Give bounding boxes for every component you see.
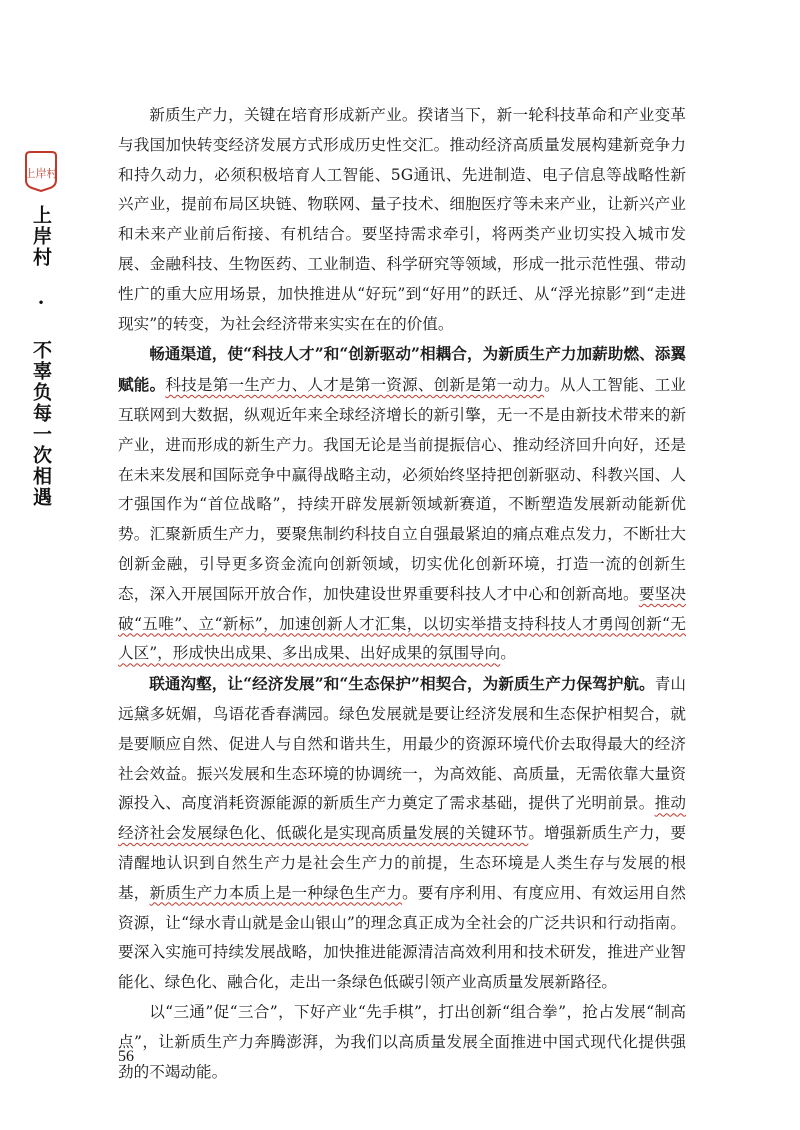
underlined-text: 新质生产力本质上是一种绿色生产力 bbox=[149, 883, 403, 902]
paragraph-3-heading: 联通沟壑，让“经济发展”和“生态保护”相契合，为新质生产力保驾护航。 bbox=[149, 674, 655, 694]
logo-text: 上岸村 bbox=[24, 167, 58, 180]
side-title: 上岸村 · 不辜负每一次相遇 bbox=[30, 205, 52, 508]
underlined-text: 科技是第一生产力、人才是第一资源、创新是第一动力 bbox=[165, 376, 545, 395]
underlined-text: 要坚决破“五唯”、立“新标”，加速创新人才汇集，以切实举措支持科技人才勇闯创新“无人区”，形成快出成果、多出成果、出好成果的氛围导向 bbox=[118, 584, 686, 663]
paragraph-4: 以“三通”促“三合”，下好产业“先手棋”，打出创新“组合拳”，抢占发展“制高点”，让新质生产力奔腾澎湃，为我们以高质量发展全面推进中国式现代化提供强劲的不竭动能。 bbox=[118, 1002, 686, 1081]
page-number: 56 bbox=[118, 1048, 134, 1065]
paragraph-2: 畅通渠道，使“科技人才”和“创新驱动”相耦合，为新质生产力加薪助燃、添翼赋能。科技是第一生产力、人才是第一资源、创新是第一动力。从人工智能、工业互联网到大数据，纵观近年来全球经济增长的新引擎，无一不是由新技术带来的新产业，进而形成的新生产力。我国无论是当前提振信心、推动经济回升向好，还是在未来发展和国际竞争中赢得战略主动，必须始终坚持把创新驱动、科教兴国、人才强国作为“首位战略”，持续开辟发展新领域新赛道，不断塑造发展新动能新优势。汇聚新质生产力，要聚焦制约科技自立自强最紧迫的痛点难点发力，不断壮大创新金融，引导更多资金流向创新领域，切实优化创新环境，打造一流的创新生态，深入开展国际开放合作，加快建设世界重要科技人才中心和创新高地。要坚决破“五唯”、立“新标”，加速创新人才汇集，以切实举措支持科技人才勇闯创新“无人区”，形成快出成果、多出成果、出好成果的氛围导向。 bbox=[118, 344, 686, 663]
paragraph-3: 联通沟壑，让“经济发展”和“生态保护”相契合，为新质生产力保驾护航。青山远黛多妩媚，鸟语花香春满园。绿色发展就是要让经济发展和生态保护相契合，就是要顺应自然、促进人与自然和谐共生，用最少的资源环境代价去取得最大的经济社会效益。振兴发展和生态环境的协调统一，为高效能、高质量，无需依靠大量资源投入、高度消耗资源能源的新质生产力奠定了需求基础，提供了光明前景。推动经济社会发展绿色化、低碳化是实现高质量发展的关键环节。增强新质生产力，要清醒地认识到自然生产力是社会生产力的前提，生态环境是人类生存与发展的根基，新质生产力本质上是一种绿色生产力。要有序利用、有度应用、有效运用自然资源，让“绿水青山就是金山银山”的理念真正成为全社会的广泛共识和行动指南。要深入实施可持续发展战略，加快推进能源清洁高效利用和技术研发，推进产业智能化、绿色化、融合化，走出一条绿色低碳引领产业高质量发展新路径。 bbox=[118, 674, 686, 992]
village-logo-icon bbox=[22, 150, 60, 192]
article-body bbox=[118, 101, 686, 1087]
underlined-text: 推动经济社会发展绿色化、低碳化是实现高质量发展的关键环节 bbox=[118, 794, 686, 843]
paragraph-2-heading: 畅通渠道，使“科技人才”和“创新驱动”相耦合，为新质生产力加薪助燃、添翼赋能。 bbox=[118, 344, 686, 395]
paragraph-1: 新质生产力，关键在培育形成新产业。揆诸当下，新一轮科技革命和产业变革与我国加快转变经济发展方式形成历史性交汇。推动经济高质量发展构建新竞争力和持久动力，必须积极培育人工智能、5G通讯、先进制造、电子信息等战略性新兴产业，提前布局区块链、物联网、量子技术、细胞医疗等未来产业，让新兴产业和未来产业前后衔接、有机结合。要坚持需求牵引，将两类产业切实投入城市发展、金融科技、生物医药、工业制造、科学研究等领域，形成一批示范性强、带动性广的重大应用场景，加快推进从“好玩”到“好用”的跃迁、从“浮光掠影”到“走进现实”的转变，为社会经济带来实实在在的价值。 bbox=[118, 106, 686, 333]
